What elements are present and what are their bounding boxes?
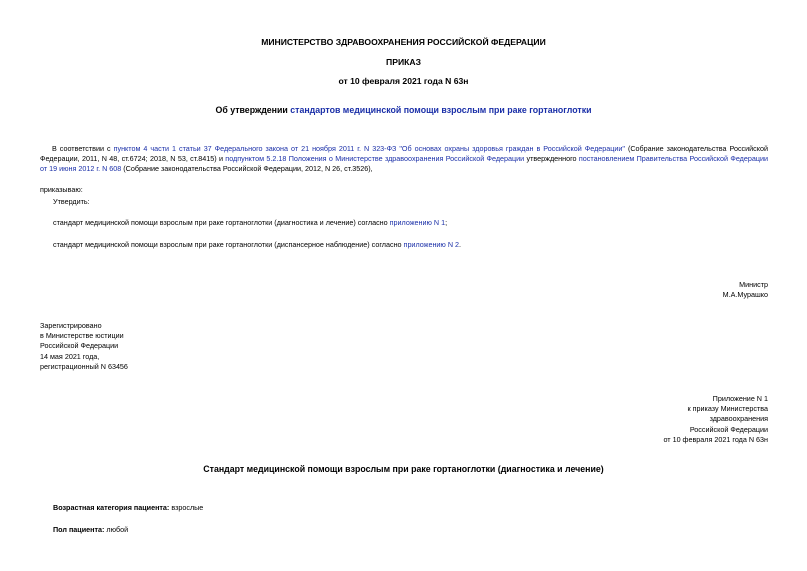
registration-line-2: в Министерстве юстиции [40, 331, 124, 341]
item-2-text: стандарт медицинской помощи взрослым при раке гортаноглотки (диспансерное наблюдение) согласно [53, 240, 404, 249]
patient-sex [53, 525, 128, 535]
document-title [0, 104, 807, 116]
registration-line-3: Российской Федерации [40, 341, 119, 351]
age-value: взрослые [169, 503, 204, 512]
registration-line-5: регистрационный N 63456 [40, 361, 128, 371]
order-word: приказываю: [40, 185, 83, 194]
preamble-text-4: (Собрание законодательства Российской Федерации, 2012, N 26, ст.3526), [121, 164, 373, 174]
appendix-line-5: от 10 февраля 2021 года N 63н [663, 434, 768, 444]
standard-title: Стандарт медицинской помощи взрослым при раке гортаноглотки (диагностика и лечение) [203, 464, 604, 474]
appendix-line-1: Приложение N 1 [712, 394, 768, 403]
preamble-text-3: утвержденного [524, 154, 579, 164]
item-1-text: стандарт медицинской помощи взрослым при раке гортаноглотки (диагностика и лечение) согласно [53, 218, 390, 227]
title-link[interactable]: стандартов медицинской помощи взрослым при раке гортаноглотки [290, 105, 592, 115]
government-decree-link[interactable]: постановлением Правительства Российской Федерации от 19 июня 2012 г. N 608 [40, 154, 768, 174]
signature-position: Министр [739, 280, 768, 289]
preamble-paragraph [40, 144, 768, 175]
age-label: Возрастная категория пациента: [53, 503, 170, 512]
ministry-heading: МИНИСТЕРСТВО ЗДРАВООХРАНЕНИЯ РОССИЙСКОЙ ФЕДЕРАЦИИ [261, 37, 546, 47]
order-date: от 10 февраля 2021 года N 63н [338, 76, 469, 86]
registration-block [40, 321, 128, 372]
registration-line-4: 14 мая 2021 года, [40, 351, 100, 361]
title-prefix: Об утверждении [215, 105, 291, 115]
signature-block [723, 280, 768, 300]
appendix-1-link[interactable]: приложению N 1 [389, 218, 446, 227]
item-1-end: ; [445, 218, 448, 227]
appendix-line-2: к приказу Министерства [687, 404, 768, 414]
sex-value: любой [104, 525, 129, 534]
regulation-link[interactable]: подпунктом 5.2.18 Положения о Министерстве здравоохранения Российской Федерации [225, 154, 525, 164]
signature-name: М.А.Мурашко [722, 290, 768, 300]
appendix-line-3: здравоохранения [709, 414, 768, 424]
approve-word: Утвердить: [53, 197, 90, 206]
preamble-text-2: (Собрание законодательства Российской Федерации, 2011, N 48, ст.6724; 2018, N 53, ст.8415) и [40, 144, 768, 164]
preamble-text-1: В соответствии с [52, 144, 114, 153]
patient-age-category [53, 503, 203, 513]
registration-line-1: Зарегистрировано [40, 321, 102, 330]
order-item-2 [53, 240, 461, 250]
appendix-line-4: Российской Федерации [689, 424, 768, 434]
order-heading: ПРИКАЗ [386, 57, 421, 67]
appendix-2-link[interactable]: приложению N 2 [403, 240, 460, 249]
sex-label: Пол пациента: [53, 525, 105, 534]
order-item-1 [53, 218, 447, 228]
appendix-block [663, 394, 768, 445]
item-2-end: . [459, 240, 462, 249]
law-link[interactable]: пунктом 4 части 1 статьи 37 Федерального закона от 21 ноября 2011 г. N 323-ФЗ "Об основах охраны здоровья граждан в Российской Федерации" [113, 144, 625, 153]
